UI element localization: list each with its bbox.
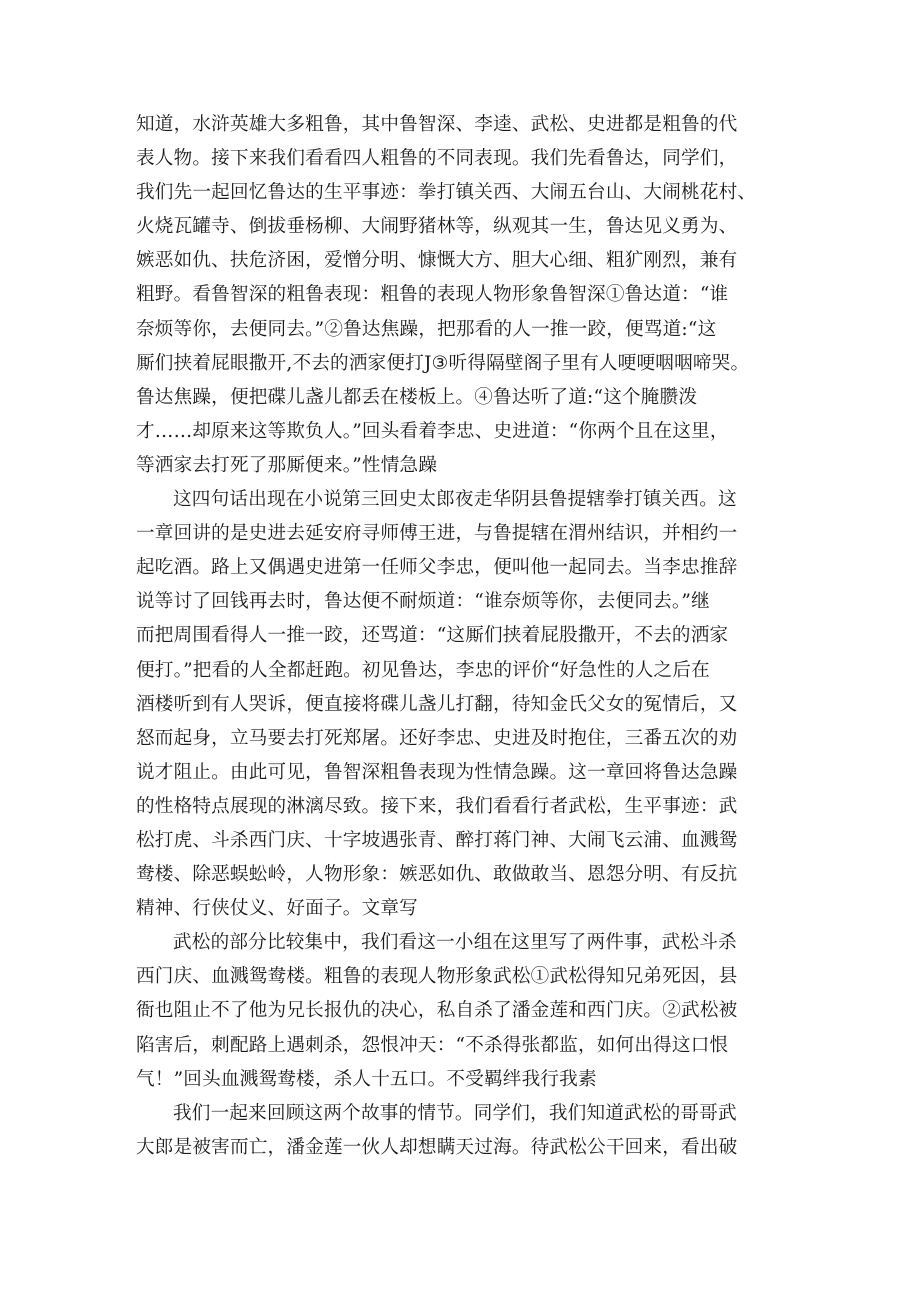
text-line: 等洒家去打死了那厮便来。”性情急躁: [136, 454, 438, 476]
text-line: 衙也阻止不了他为兄长报仇的决心，私自杀了潘金莲和西门庆。②武松被: [136, 1000, 738, 1022]
text-line: 奈烦等你，去便同去。”②鲁达焦躁，把那看的人一推一跤，便骂道:“这: [136, 318, 717, 340]
text-line: 松打虎、斗杀西门庆、十字坡遇张青、醉打蒋门神、大闹飞云浦、血溅鸳: [136, 829, 738, 851]
text-line: 气！”回头血溅鸳鸯楼，杀人十五口。不受羁绊我行我素: [136, 1068, 597, 1090]
text-line: 陷害后，刺配路上遇刺杀，怨恨冲天：“不杀得张都监，如何出得这口恨: [136, 1034, 729, 1056]
paragraph-lu-da-intro: [136, 108, 796, 483]
text-line: 粗野。看鲁智深的粗鲁表现：粗鲁的表现人物形象鲁智深①鲁达道：“谁: [136, 284, 729, 306]
text-line: 武松的部分比较集中，我们看这一小组在这里写了两件事，武松斗杀: [173, 932, 737, 954]
text-line: 西门庆、血溅鸳鸯楼。粗鲁的表现人物形象武松①武松得知兄弟死因，县: [136, 966, 738, 988]
text-line: 表人物。接下来我们看看四人粗鲁的不同表现。我们先看鲁达，同学们，: [136, 148, 738, 170]
text-line: 说才阻止。由此可见，鲁智深粗鲁表现为性情急躁。这一章回将鲁达急躁: [136, 761, 738, 783]
text-line: 厮们挟着屁眼撒开,不去的洒家便打J③听得隔壁阁子里有人哽哽咽咽啼哭。: [136, 352, 750, 374]
text-line: 而把周围看得人一推一跤，还骂道：“这厮们挟着屁股撒开，不去的洒家: [136, 625, 729, 647]
document-body: [136, 108, 796, 1165]
text-line: 起吃酒。路上又偶遇史进第一任师父李忠，便叫他一起同去。当李忠推辞: [136, 557, 738, 579]
paragraph-review: [136, 1097, 796, 1165]
text-line: 说等讨了回钱再去时，鲁达便不耐烦道：“谁奈烦等你，去便同去。”继: [136, 591, 710, 613]
text-line: 这四句话出现在小说第三回史太郎夜走华阴县鲁提辖拳打镇关西。这: [173, 489, 737, 511]
text-line: 一章回讲的是史进去延安府寻师傅王进，与鲁提辖在渭州结识，并相约一: [136, 523, 738, 545]
paragraph-wu-song: [136, 926, 796, 1096]
text-line: 知道，水浒英雄大多粗鲁，其中鲁智深、李逵、武松、史进都是粗鲁的代: [136, 114, 738, 135]
text-line: 的性格特点展现的淋漓尽致。接下来，我们看看行者武松，生平事迹：武: [136, 795, 738, 817]
text-line: 大郎是被害而亡，潘金莲一伙人却想瞒天过海。待武松公干回来，看出破: [136, 1136, 738, 1158]
text-line: 鸯楼、除恶蜈蚣岭，人物形象：嫉恶如仇、敢做敢当、恩怨分明、有反抗: [136, 864, 738, 886]
text-line: 酒楼听到有人哭诉，便直接将碟儿盏儿打翻，待知金氏父女的冤情后，又: [136, 693, 738, 715]
text-line: 我们先一起回忆鲁达的生平事迹：拳打镇关西、大闹五台山、大闹桃花村、: [136, 182, 757, 204]
text-line: 火烧瓦罐寺、倒拔垂杨柳、大闹野猪林等，纵观其一生，鲁达见义勇为、: [136, 216, 738, 238]
text-line: 精神、行侠仗义、好面子。文章写: [136, 898, 418, 920]
text-line: 嫉恶如仇、扶危济困，爱憎分明、慷慨大方、胆大心细、粗犷刚烈，兼有: [136, 250, 738, 272]
paragraph-chapter-three: [136, 483, 796, 926]
text-line: 鲁达焦躁，便把碟儿盏儿都丢在楼板上。④鲁达听了道:“这个腌臜泼: [136, 386, 698, 408]
text-line: 怒而起身，立马要去打死郑屠。还好李忠、史进及时抱住，三番五次的劝: [136, 727, 738, 749]
text-line: 才……却原来这等欺负人。”回头看着李忠、史进道：“你两个且在这里，: [136, 420, 729, 442]
text-line: 便打。”把看的人全都赶跑。初见鲁达，李忠的评价“好急性的人之后在: [136, 659, 710, 681]
text-line: 我们一起来回顾这两个故事的情节。同学们，我们知道武松的哥哥武: [173, 1102, 737, 1124]
